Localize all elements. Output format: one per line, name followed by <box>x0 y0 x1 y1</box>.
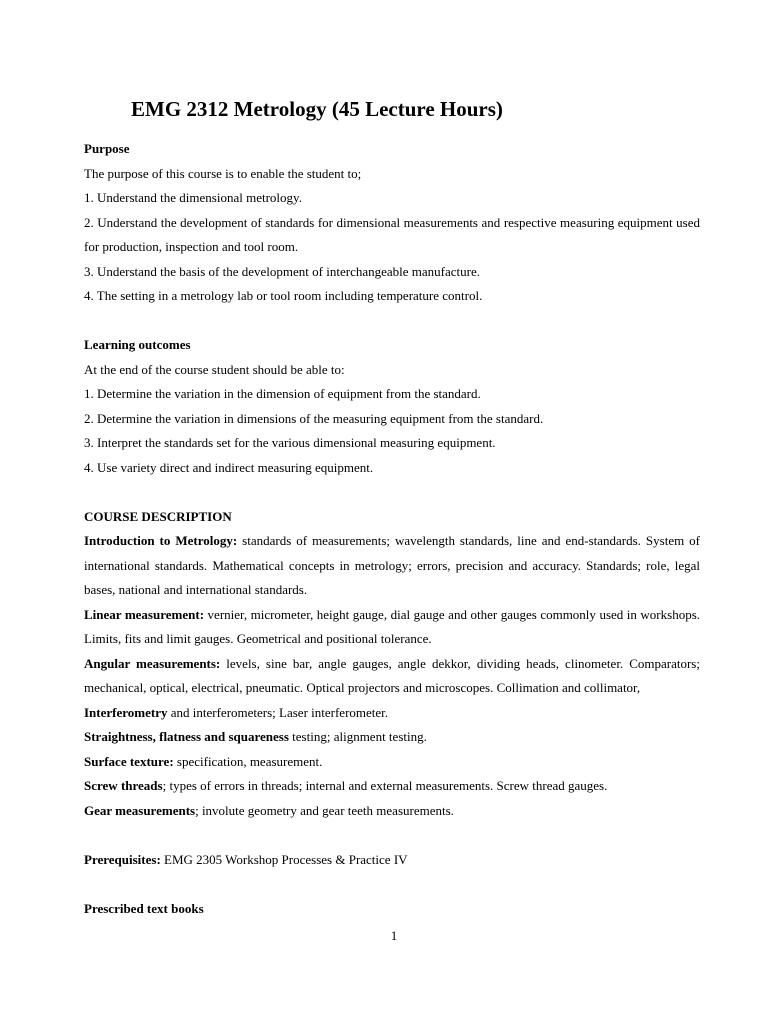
purpose-item-4: 4. The setting in a metrology lab or tool room including temperature control. <box>84 288 483 303</box>
spacer <box>84 823 700 848</box>
topic-term: Straightness, flatness and squareness <box>84 729 289 744</box>
topic-text: ; types of errors in threads; internal and external measurements. Screw thread gauges. <box>162 778 608 793</box>
page-title: EMG 2312 Metrology (45 Lecture Hours) <box>131 97 503 121</box>
prerequisites <box>84 848 700 873</box>
topic-screw-threads <box>84 774 700 799</box>
topic-angular-measurements <box>84 652 700 701</box>
learning-outcome-item-2: 2. Determine the variation in dimensions of the measuring equipment from the standard. <box>84 410 544 426</box>
topic-linear-measurement <box>84 603 700 652</box>
course-description-heading: COURSE DESCRIPTION <box>84 508 232 524</box>
topic-surface-texture <box>84 750 700 775</box>
purpose-item-2: 2. Understand the development of standards for dimensional measurements and respective measuring equipment used for production, inspection and tool room. <box>84 214 700 254</box>
topic-introduction-to-metrology <box>84 529 700 603</box>
prerequisites-text: EMG 2305 Workshop Processes & Practice IV <box>160 851 408 867</box>
topic-term: Gear measurements <box>84 802 196 818</box>
topic-text: specification, measurement. <box>173 753 323 769</box>
topic-text: vernier, micrometer, height gauge, dial gauge and other gauges commonly used in workshops. Limits, fits and limit gauges. Geometrical and positional tolerance. <box>84 606 701 646</box>
spacer <box>84 480 700 505</box>
topic-term: Surface texture: <box>84 753 174 769</box>
topic-text: levels, sine bar, angle gauges, angle dekkor, dividing heads, clinometer. Comparators; mechanical, optical, electrical, pneumatic. Optical projectors and microscopes. Collimation and collimator, <box>84 655 700 695</box>
topic-term: Linear measurement: <box>84 606 205 622</box>
topic-interferometry <box>84 701 700 726</box>
topic-gear-measurements <box>84 799 700 824</box>
purpose-item-1: 1. Understand the dimensional metrology. <box>84 190 302 205</box>
topic-text: standards of measurements; wavelength standards, line and end-standards. System of international standards. Mathematical concepts in metrology; errors, precision and accuracy. Standards; role, legal bases, national and international standards. <box>84 533 701 597</box>
textbooks-heading: Prescribed text books <box>84 900 204 916</box>
learning-outcome-item-4: 4. Use variety direct and indirect measuring equipment. <box>84 459 374 475</box>
topic-text: and interferometers; Laser interferometer. <box>167 704 389 720</box>
purpose-intro: The purpose of this course is to enable the student to; <box>84 165 362 181</box>
topic-text: ; involute geometry and gear teeth measurements. <box>195 802 454 818</box>
page-number: 1 <box>390 928 398 943</box>
learning-outcomes-intro: At the end of the course student should be able to: <box>84 361 345 377</box>
learning-outcome-item-1: 1. Determine the variation in the dimension of equipment from the standard. <box>84 386 481 401</box>
topic-term: Introduction to Metrology: <box>84 533 238 548</box>
purpose-item-3: 3. Understand the basis of the development of interchangeable manufacture. <box>84 263 480 279</box>
spacer <box>84 872 700 897</box>
spacer <box>84 309 700 334</box>
learning-outcome-item-3: 3. Interpret the standards set for the various dimensional measuring equipment. <box>84 435 496 450</box>
purpose-heading: Purpose <box>84 141 130 156</box>
learning-outcomes-heading: Learning outcomes <box>84 337 191 352</box>
topic-term: Angular measurements: <box>84 655 221 671</box>
topic-term: Screw threads <box>84 778 163 793</box>
topic-text: testing; alignment testing. <box>288 729 427 744</box>
document-body <box>84 137 700 921</box>
prerequisites-label: Prerequisites: <box>84 851 161 867</box>
topic-term: Interferometry <box>84 704 168 720</box>
topic-straightness-flatness-squareness <box>84 725 700 750</box>
